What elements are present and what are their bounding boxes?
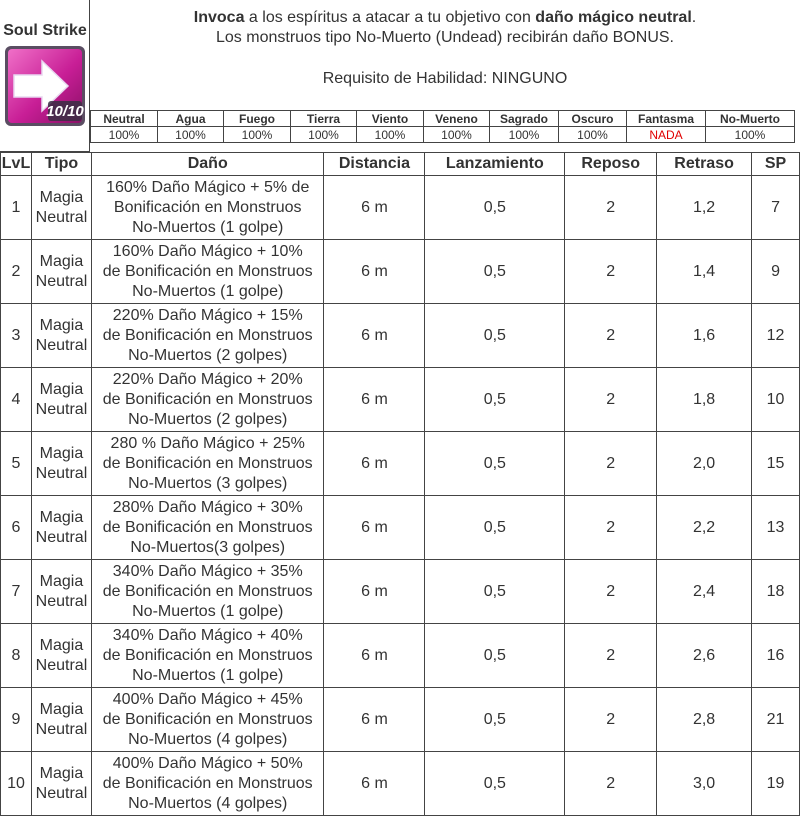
- dano-line: 340% Daño Mágico + 40%: [112, 626, 303, 644]
- dano-line: 220% Daño Mágico + 20%: [112, 370, 303, 388]
- tipo-line: Neutral: [35, 592, 88, 610]
- cell-tipo: [31, 624, 91, 688]
- tipo-line: Magia: [39, 764, 84, 782]
- header-sp: SP: [752, 153, 800, 176]
- header-dano: Daño: [91, 153, 324, 176]
- tipo-line: Magia: [39, 444, 84, 462]
- cell-lanzamiento: 0,5: [425, 560, 565, 624]
- cell-lanzamiento: 0,5: [425, 368, 565, 432]
- element-name: Oscuro: [559, 111, 627, 127]
- table-row: [1, 560, 800, 624]
- cell-reposo: 2: [565, 176, 657, 240]
- tipo-line: Neutral: [35, 336, 88, 354]
- cell-tipo: [31, 368, 91, 432]
- cell-dano: [91, 688, 324, 752]
- cell-reposo: 2: [565, 432, 657, 496]
- cell-dano: [91, 560, 324, 624]
- element-name: Veneno: [424, 111, 490, 127]
- dano-line: No-Muertos(3 golpes): [130, 538, 286, 556]
- dano-line: No-Muertos (1 golpe): [132, 282, 284, 300]
- element-value: 100%: [291, 127, 357, 143]
- cell-retraso: 2,2: [657, 496, 752, 560]
- cell-sp: 19: [752, 752, 800, 816]
- cell-distancia: 6 m: [324, 240, 425, 304]
- element-value: 100%: [91, 127, 158, 143]
- cell-retraso: 2,8: [657, 688, 752, 752]
- element-value: 100%: [158, 127, 224, 143]
- element-value-nada: NADA: [627, 127, 706, 143]
- dano-line: 280 % Daño Mágico + 25%: [110, 434, 305, 452]
- element-name: Agua: [158, 111, 224, 127]
- cell-sp: 9: [752, 240, 800, 304]
- cell-dano: [91, 496, 324, 560]
- dano-line: No-Muertos (4 golpes): [128, 794, 288, 812]
- dano-line: 340% Daño Mágico + 35%: [112, 562, 303, 580]
- cell-distancia: 6 m: [324, 624, 425, 688]
- header-reposo: Reposo: [565, 153, 657, 176]
- cell-lanzamiento: 0,5: [425, 752, 565, 816]
- dano-line: 160% Daño Mágico + 10%: [112, 242, 303, 260]
- tipo-line: Neutral: [35, 784, 88, 802]
- cell-retraso: 2,0: [657, 432, 752, 496]
- cell-dano: [91, 432, 324, 496]
- element-value: 100%: [424, 127, 490, 143]
- cell-lvl: 6: [1, 496, 32, 560]
- tipo-line: Magia: [39, 316, 84, 334]
- cell-tipo: [31, 176, 91, 240]
- element-value: 100%: [224, 127, 291, 143]
- cell-tipo: [31, 688, 91, 752]
- dano-line: de Bonificación en Monstruos: [102, 582, 313, 600]
- header-retraso: Retraso: [657, 153, 752, 176]
- cell-dano: [91, 752, 324, 816]
- table-row: [1, 496, 800, 560]
- element-name: Neutral: [91, 111, 158, 127]
- dano-line: de Bonificación en Monstruos: [102, 518, 313, 536]
- dano-line: No-Muertos (2 golpes): [128, 346, 288, 364]
- cell-dano: [91, 368, 324, 432]
- tipo-line: Magia: [39, 380, 84, 398]
- cell-retraso: 1,6: [657, 304, 752, 368]
- cell-reposo: 2: [565, 560, 657, 624]
- element-value: 100%: [490, 127, 559, 143]
- cell-lanzamiento: 0,5: [425, 432, 565, 496]
- tipo-line: Neutral: [35, 272, 88, 290]
- cell-reposo: 2: [565, 688, 657, 752]
- dano-line: de Bonificación en Monstruos: [102, 262, 313, 280]
- desc-line2: Los monstruos tipo No-Muerto (Undead) recibirán daño BONUS.: [216, 29, 674, 46]
- tipo-line: Magia: [39, 700, 84, 718]
- cell-lvl: 4: [1, 368, 32, 432]
- desc-end: .: [691, 9, 697, 26]
- cell-lvl: 10: [1, 752, 32, 816]
- dano-line: Bonificación en Monstruos: [113, 198, 302, 216]
- cell-distancia: 6 m: [324, 176, 425, 240]
- cell-reposo: 2: [565, 304, 657, 368]
- cell-sp: 16: [752, 624, 800, 688]
- element-value: 100%: [559, 127, 627, 143]
- dano-line: No-Muertos (1 golpe): [132, 666, 284, 684]
- cell-lanzamiento: 0,5: [425, 176, 565, 240]
- cell-sp: 13: [752, 496, 800, 560]
- skill-header: [0, 0, 800, 152]
- cell-tipo: [31, 432, 91, 496]
- dano-line: de Bonificación en Monstruos: [102, 710, 313, 728]
- tipo-line: Neutral: [35, 656, 88, 674]
- element-name: Viento: [357, 111, 424, 127]
- table-row: [1, 432, 800, 496]
- tipo-line: Magia: [39, 188, 84, 206]
- skill-description: [90, 8, 800, 48]
- cell-distancia: 6 m: [324, 432, 425, 496]
- cell-dano: [91, 304, 324, 368]
- tipo-line: Neutral: [35, 464, 88, 482]
- cell-lanzamiento: 0,5: [425, 688, 565, 752]
- tipo-line: Neutral: [35, 208, 88, 226]
- dano-line: de Bonificación en Monstruos: [102, 454, 313, 472]
- cell-lvl: 2: [1, 240, 32, 304]
- element-table: [90, 110, 795, 143]
- tipo-line: Magia: [39, 508, 84, 526]
- cell-lanzamiento: 0,5: [425, 624, 565, 688]
- element-value: 100%: [706, 127, 795, 143]
- cell-sp: 7: [752, 176, 800, 240]
- cell-retraso: 1,4: [657, 240, 752, 304]
- dano-line: de Bonificación en Monstruos: [102, 646, 313, 664]
- table-row: [1, 304, 800, 368]
- cell-dano: [91, 624, 324, 688]
- cell-distancia: 6 m: [324, 368, 425, 432]
- dano-line: No-Muertos (2 golpes): [128, 410, 288, 428]
- dano-line: 400% Daño Mágico + 50%: [112, 754, 303, 772]
- table-row: [1, 624, 800, 688]
- dano-line: 400% Daño Mágico + 45%: [112, 690, 303, 708]
- cell-reposo: 2: [565, 624, 657, 688]
- cell-lanzamiento: 0,5: [425, 304, 565, 368]
- dano-line: No-Muertos (1 golpe): [132, 602, 284, 620]
- cell-retraso: 2,6: [657, 624, 752, 688]
- skill-level-table: [0, 152, 800, 816]
- cell-retraso: 1,8: [657, 368, 752, 432]
- dano-line: de Bonificación en Monstruos: [102, 326, 313, 344]
- dano-line: No-Muertos (1 golpe): [132, 218, 284, 236]
- cell-tipo: [31, 560, 91, 624]
- cell-distancia: 6 m: [324, 304, 425, 368]
- cell-sp: 12: [752, 304, 800, 368]
- element-name: Fantasma: [627, 111, 706, 127]
- desc-mid: a los espíritus a atacar a tu objetivo con: [244, 9, 536, 26]
- cell-lvl: 1: [1, 176, 32, 240]
- dano-line: 280% Daño Mágico + 30%: [112, 498, 303, 516]
- element-name: Fuego: [224, 111, 291, 127]
- desc-lead: Invoca: [193, 9, 245, 26]
- cell-lanzamiento: 0,5: [425, 240, 565, 304]
- cell-lvl: 8: [1, 624, 32, 688]
- cell-lvl: 7: [1, 560, 32, 624]
- cell-lvl: 5: [1, 432, 32, 496]
- tipo-line: Neutral: [35, 528, 88, 546]
- dano-line: 160% Daño Mágico + 5% de: [106, 178, 310, 196]
- header-lanzamiento: Lanzamiento: [425, 153, 565, 176]
- element-value: 100%: [357, 127, 424, 143]
- desc-bold: daño mágico neutral: [535, 9, 692, 26]
- table-header-row: [1, 153, 800, 176]
- cell-tipo: [31, 304, 91, 368]
- cell-retraso: 3,0: [657, 752, 752, 816]
- table-row: [1, 688, 800, 752]
- cell-dano: [91, 176, 324, 240]
- tipo-line: Magia: [39, 636, 84, 654]
- cell-tipo: [31, 496, 91, 560]
- cell-retraso: 2,4: [657, 560, 752, 624]
- soul-strike-icon: [4, 45, 86, 127]
- cell-retraso: 1,2: [657, 176, 752, 240]
- cell-distancia: 6 m: [324, 688, 425, 752]
- cell-lvl: 9: [1, 688, 32, 752]
- skill-box: [0, 0, 90, 152]
- cell-dano: [91, 240, 324, 304]
- cell-tipo: [31, 240, 91, 304]
- cell-sp: 10: [752, 368, 800, 432]
- table-row: [1, 752, 800, 816]
- table-row: [1, 176, 800, 240]
- cell-reposo: 2: [565, 752, 657, 816]
- cell-lvl: 3: [1, 304, 32, 368]
- cell-tipo: [31, 752, 91, 816]
- cell-lanzamiento: 0,5: [425, 496, 565, 560]
- table-row: [1, 240, 800, 304]
- cell-sp: 21: [752, 688, 800, 752]
- dano-line: de Bonificación en Monstruos: [102, 774, 313, 792]
- tipo-line: Neutral: [35, 720, 88, 738]
- header-lvl: LvL: [1, 153, 32, 176]
- cell-distancia: 6 m: [324, 560, 425, 624]
- header-distancia: Distancia: [324, 153, 425, 176]
- tipo-line: Magia: [39, 572, 84, 590]
- dano-line: No-Muertos (4 golpes): [128, 730, 288, 748]
- dano-line: 220% Daño Mágico + 15%: [112, 306, 303, 324]
- cell-reposo: 2: [565, 240, 657, 304]
- element-name: No-Muerto: [706, 111, 795, 127]
- dano-line: de Bonificación en Monstruos: [102, 390, 313, 408]
- cell-distancia: 6 m: [324, 752, 425, 816]
- cell-sp: 15: [752, 432, 800, 496]
- header-tipo: Tipo: [31, 153, 91, 176]
- cell-distancia: 6 m: [324, 496, 425, 560]
- skill-name: Soul Strike: [3, 22, 87, 39]
- cell-sp: 18: [752, 560, 800, 624]
- dano-line: No-Muertos (3 golpes): [128, 474, 288, 492]
- cell-reposo: 2: [565, 496, 657, 560]
- element-name: Tierra: [291, 111, 357, 127]
- tipo-line: Neutral: [35, 400, 88, 418]
- table-row: [1, 368, 800, 432]
- element-name: Sagrado: [490, 111, 559, 127]
- cell-reposo: 2: [565, 368, 657, 432]
- skill-level-badge: 10/10: [46, 103, 84, 120]
- tipo-line: Magia: [39, 252, 84, 270]
- skill-requirement: Requisito de Habilidad: NINGUNO: [322, 70, 568, 87]
